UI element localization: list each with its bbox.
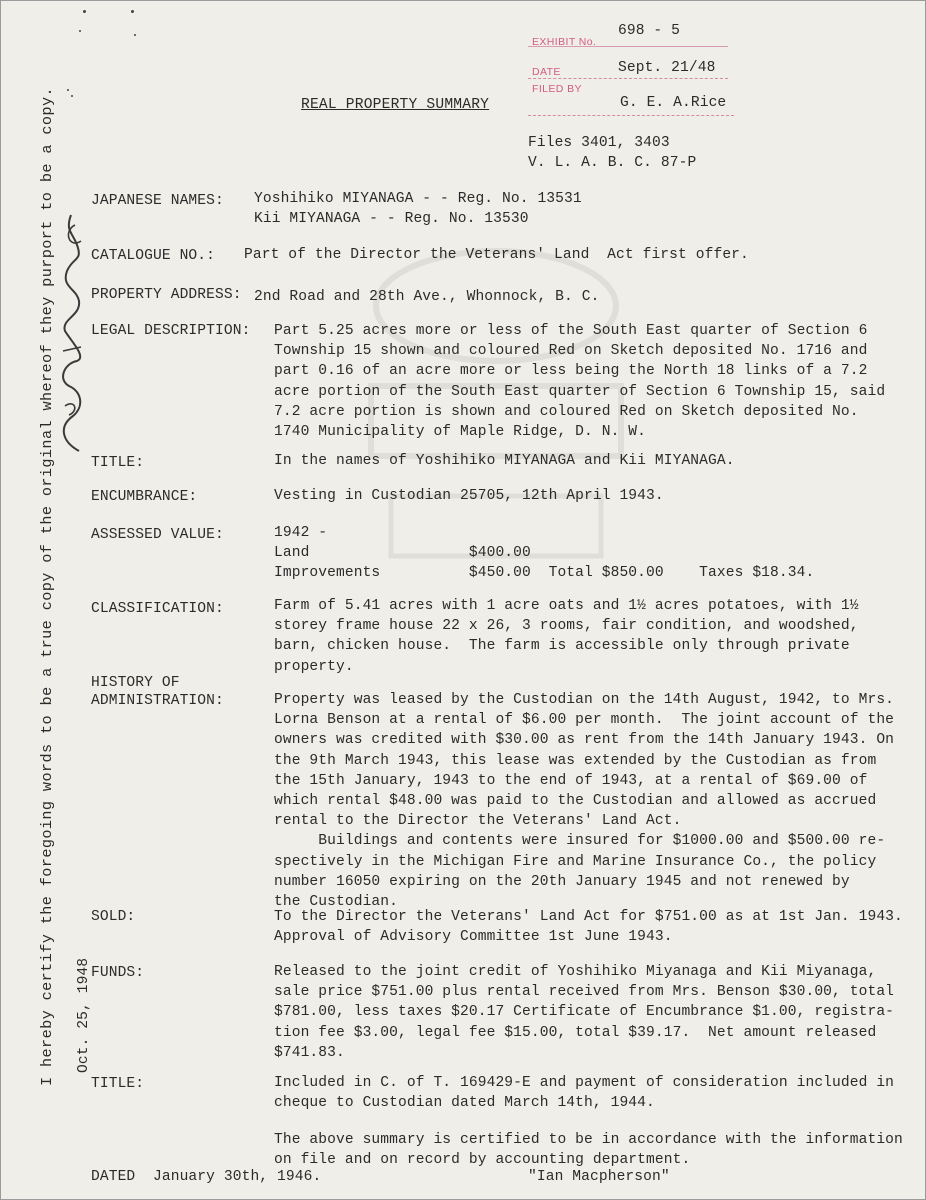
filed-by-label: FILED BY [532, 83, 582, 95]
exhibit-stamp [528, 19, 738, 123]
classification-label: CLASSIFICATION: [91, 601, 224, 617]
stamp-rule [528, 115, 734, 116]
exhibit-date: Sept. 21/48 [618, 60, 716, 76]
history-of-administration-value: Property was leased by the Custodian on the 14th August, 1942, to Mrs. Lorna Benson at a rental of $6.00 per month. The joint account of the owners was credited with $30.00 as rent from the 14th January 1943. On the 9th March 1943, this lease was extended by the Custodian as from the 15th January, 1943 to the end of 1943, at a rental of $69.00 of which rental $48.00 was paid to the Custodian and allowed as accrued rental to the Director the Veterans' Land Act. Buildings and contents were insured for $1000.00 and $500.00 re- spectively in the Michigan Fire and Marine Insurance Co., the policy number 16050 expiring on the 20th January 1945 and not renewed by the Custodian. [274, 692, 895, 911]
catalogue-no-value: Part of the Director the Veterans' Land Act first offer. [244, 247, 749, 263]
stamp-rule [528, 46, 728, 47]
catalogue-no-label: CATALOGUE NO.: [91, 248, 216, 264]
scan-speck [131, 10, 134, 13]
title-2-value: Included in C. of T. 169429-E and payment of consideration included in cheque to Custodian dated March 14th, 1944. [274, 1075, 895, 1112]
scan-speck [134, 34, 136, 36]
japanese-names-label: JAPANESE NAMES: [91, 193, 224, 209]
exhibit-date-label: DATE [532, 66, 561, 78]
legal-description-label: LEGAL DESCRIPTION: [91, 323, 251, 339]
classification-value: Farm of 5.41 acres with 1 acre oats and 1½ acres potatoes, with 1½ storey frame house 22 x 26, 3 rooms, fair condition, and woodshed, barn, chicken house. The farm is accessible only through private property. [274, 598, 859, 675]
signatory: "Ian Macpherson" [528, 1169, 670, 1185]
page-title: REAL PROPERTY SUMMARY [301, 97, 490, 113]
certification-text: I hereby certify the foregoing words to be a true copy of the original whereof they purport to be a copy. [38, 87, 56, 1086]
encumbrance-label: ENCUMBRANCE: [91, 489, 198, 505]
filed-by: G. E. A.Rice [620, 95, 727, 111]
sold-value: To the Director the Veterans' Land Act for $751.00 as at 1st Jan. 1943. Approval of Advisory Committee 1st June 1943. [274, 909, 903, 946]
scan-speck [83, 10, 86, 13]
dated-line: DATED January 30th, 1946. [91, 1169, 322, 1185]
title-2-label: TITLE: [91, 1076, 145, 1092]
assessed-value-label: ASSESSED VALUE: [91, 527, 224, 543]
exhibit-number-label: EXHIBIT No. [532, 36, 597, 48]
file-reference: Files 3401, 3403 V. L. A. B. C. 87-P [528, 135, 697, 171]
scan-speck [67, 89, 69, 91]
legal-description-value: Part 5.25 acres more or less of the South East quarter of Section 6 Township 15 shown and coloured Red on Sketch deposited No. 1716 and part 0.16 of an acre more or less being the North 18 links of a 7.2 acre portion of the South East quarter of Section 6 Township 15, said 7.2 acre portion is shown and coloured Red on Sketch deposited No. 1740 Municipality of Maple Ridge, D. N. W. [274, 323, 886, 441]
certification-date: Oct. 25, 1948 [76, 957, 92, 1073]
scan-speck [71, 95, 73, 97]
funds-value: Released to the joint credit of Yoshihiko Miyanaga and Kii Miyanaga, sale price $751.00 plus rental received from Mrs. Benson $30.00, total $781.00, less taxes $20.17 Certificate of Encumbrance $1.00, registra- tion fee $3.00, legal fee $15.00, total $39.17. Net amount released $741.83. [274, 964, 895, 1061]
encumbrance-value: Vesting in Custodian 25705, 12th April 1943. [274, 488, 664, 504]
stamp-rule [528, 78, 728, 79]
japanese-names-value: Yoshihiko MIYANAGA - - Reg. No. 13531 Kii MIYANAGA - - Reg. No. 13530 [254, 191, 582, 228]
property-address-value: 2nd Road and 28th Ave., Whonnock, B. C. [254, 289, 600, 305]
exhibit-number: 698 - 5 [618, 23, 681, 39]
title-label: TITLE: [91, 455, 145, 471]
property-address-label: PROPERTY ADDRESS: [91, 287, 242, 303]
title-value: In the names of Yoshihiko MIYANAGA and Kii MIYANAGA. [274, 453, 735, 469]
funds-label: FUNDS: [91, 965, 145, 981]
assessed-value-value: 1942 - Land $400.00 Improvements $450.00 Total $850.00 Taxes $18.34. [274, 525, 815, 582]
scan-speck [79, 30, 81, 32]
history-of-administration-label: HISTORY OF ADMINISTRATION: [91, 675, 224, 709]
sold-label: SOLD: [91, 909, 136, 925]
handwritten-signature [51, 201, 91, 461]
closing-statement: The above summary is certified to be in accordance with the information on file and on record by accounting department. [274, 1132, 903, 1169]
